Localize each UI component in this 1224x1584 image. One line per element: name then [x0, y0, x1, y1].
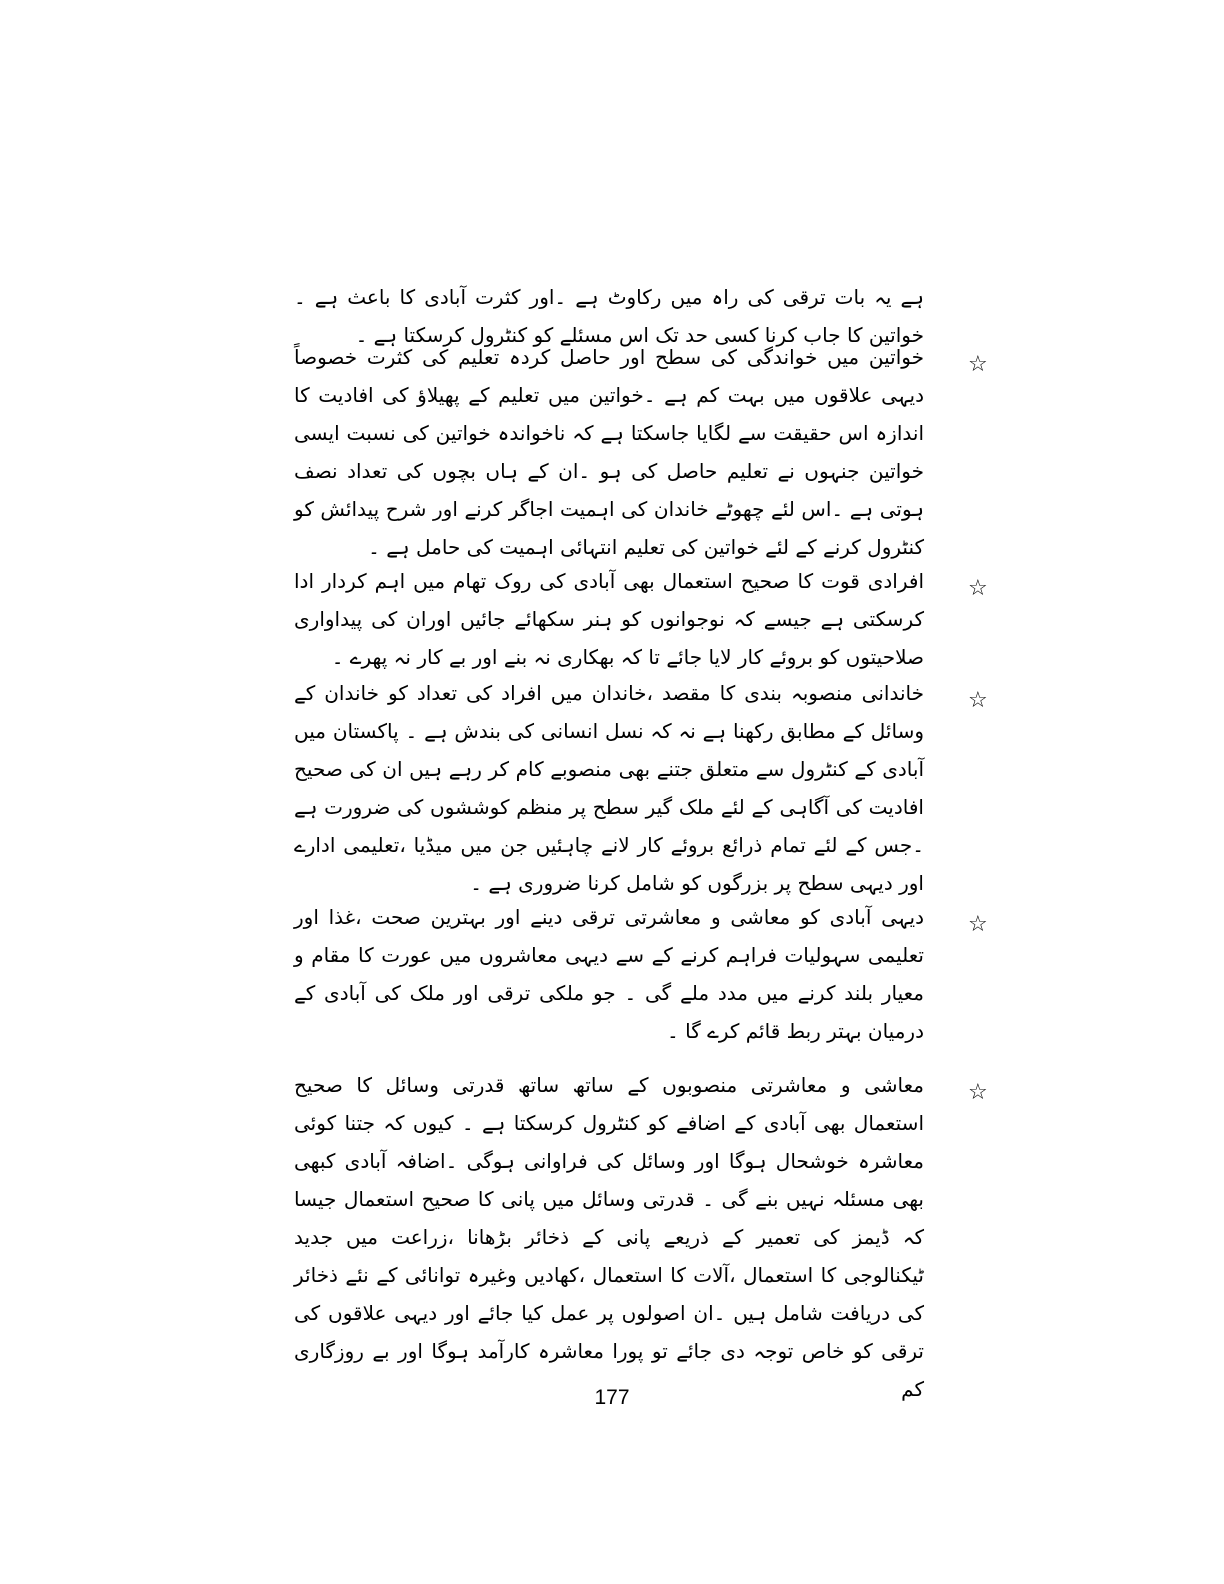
bullet-star-icon: ☆: [968, 912, 988, 937]
intro-paragraph: ہے یہ بات ترقی کی راہ میں رکاوٹ ہے ۔اور کثرت آبادی کا باعث ہے ۔خواتین کا جاب کرنا کسی حد تک اس مسئلے کو کنٹرول کرسکتا ہے ۔: [294, 285, 924, 347]
bullet-paragraph-4: دیہی آبادی کو معاشی و معاشرتی ترقی دینے اور بہترین صحت ،غذا اور تعلیمی سہولیات فراہم کرنے کے سے دیہی معاشروں میں عورت کا مقام و معیار بلند کرنے میں مدد ملے گی ۔ جو ملکی ترقی اور ملک کی آبادی کے درمیان بہتر ربط قائم کرے گا ۔: [294, 905, 924, 1043]
bullet-star-icon: ☆: [968, 576, 988, 601]
bullet-paragraph-2: افرادی قوت کا صحیح استعمال بھی آبادی کی روک تھام میں اہم کردار ادا کرسکتی ہے جیسے کہ نوجوانوں کو ہنر سکھائے جائیں اوران کی پیداواری صلاحیتوں کو بروئے کار لایا جائے تا کہ بھکاری نہ بنے اور بے کار نہ پھرے ۔: [294, 569, 924, 669]
bullet-star-icon: ☆: [968, 1080, 988, 1105]
bullet-star-icon: ☆: [968, 352, 988, 377]
page-number: 177: [594, 1386, 630, 1409]
bullet-paragraph-3: خاندانی منصوبہ بندی کا مقصد ،خاندان میں افراد کی تعداد کو خاندان کے وسائل کے مطابق رکھنا ہے نہ کہ نسل انسانی کی بندش ہے ۔ پاکستان میں آبادی کے کنٹرول سے متعلق جتنے بھی منصوبے کام کر رہے ہیں ان کی صحیح افادیت کی آگاہی کے لئے ملک گیر سطح پر منظم کوششوں کی ضرورت ہے ۔جس کے لئے تمام ذرائع بروئے کار لانے چاہئیں جن میں میڈیا ،تعلیمی ادارے اور دیہی سطح پر بزرگوں کو شامل کرنا ضروری ہے ۔: [294, 681, 924, 895]
bullet-paragraph-1: خواتین میں خواندگی کی سطح اور حاصل کردہ تعلیم کی کثرت خصوصاً دیہی علاقوں میں بہت کم ہے ۔خواتین میں تعلیم کے پھیلاؤ کی افادیت کا اندازہ اس حقیقت سے لگایا جاسکتا ہے کہ ناخواندہ خواتین کی نسبت ایسی خواتین جنہوں نے تعلیم حاصل کی ہو ۔ان کے ہاں بچوں کی تعداد نصف ہوتی ہے ۔اس لئے چھوٹے خاندان کی اہمیت اجاگر کرنے اور شرح پیدائش کو کنٹرول کرنے کے لئے خواتین کی تعلیم انتہائی اہمیت کی حامل ہے ۔: [294, 345, 924, 559]
bullet-paragraph-5: معاشی و معاشرتی منصوبوں کے ساتھ ساتھ قدرتی وسائل کا صحیح استعمال بھی آبادی کے اضافے کو کنٹرول کرسکتا ہے ۔ کیوں کہ جتنا کوئی معاشرہ خوشحال ہوگا اور وسائل کی فراوانی ہوگی ۔اضافہ آبادی کبھی بھی مسئلہ نہیں بنے گی ۔ قدرتی وسائل میں پانی کا صحیح استعمال جیسا کہ ڈیمز کی تعمیر کے ذریعے پانی کے ذخائر بڑھانا ،زراعت میں جدید ٹیکنالوجی کا استعمال ،آلات کا استعمال ،کھادیں وغیرہ توانائی کے نئے ذخائر کی دریافت شامل ہیں ۔ان اصولوں پر عمل کیا جائے اور دیہی علاقوں کی ترقی کو خاص توجہ دی جائے تو پورا معاشرہ کارآمد ہوگا اور بے روزگاری کم: [294, 1073, 924, 1401]
bullet-star-icon: ☆: [968, 688, 988, 713]
